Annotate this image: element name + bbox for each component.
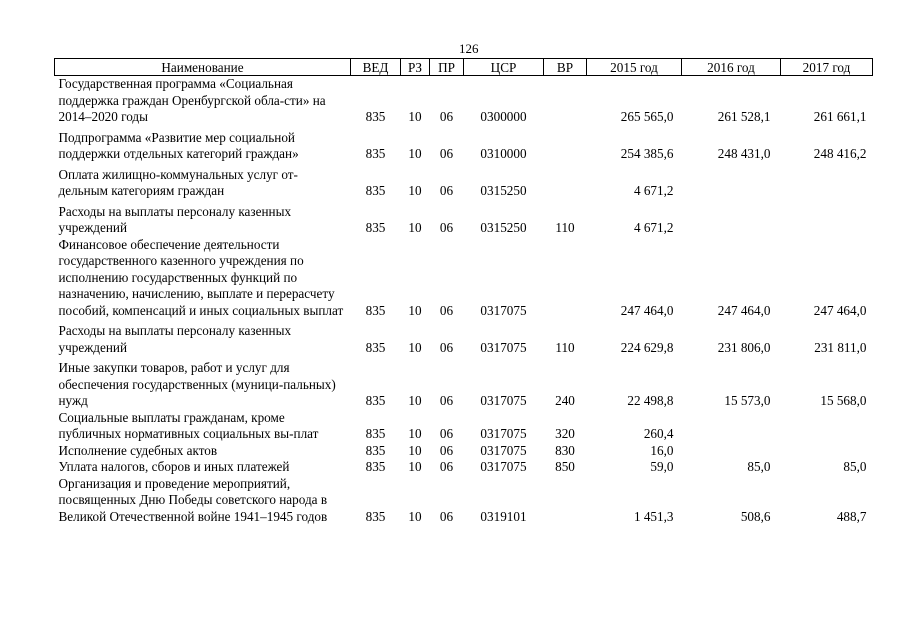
cell-name: Расходы на выплаты персоналу казенных учреждений (58, 323, 292, 355)
cell-csr: 0300000 (480, 109, 527, 124)
cell-name: Расходы на выплаты персоналу казенных учреждений (58, 203, 292, 235)
cell-name: Государственная программа «Социальная поддержка граждан Оренбургской обла-сти» на 2014–2020 годы (58, 76, 326, 124)
cell-amount-2016: 247 464,0 (717, 302, 771, 318)
cell-rz: 10 (408, 109, 422, 124)
table-header-row (55, 59, 873, 76)
cell-amount-2015: 22 498,8 (627, 393, 674, 408)
cell-amount-2015: 59,0 (650, 459, 674, 474)
cell-vr (544, 476, 587, 526)
cell-amount-2015: 247 464,0 (620, 302, 674, 318)
table-row (55, 130, 873, 167)
cell-name: Социальные выплаты гражданам, кроме публичных нормативных социальных вы-плат (58, 409, 319, 441)
cell-rz: 10 (408, 508, 422, 524)
cell-amount-2017: 261 661,1 (813, 109, 867, 124)
cell-name: Уплата налогов, сборов и иных платежей (58, 459, 290, 474)
cell-amount-2017 (781, 204, 873, 237)
cell-amount-2015: 224 629,8 (620, 339, 674, 355)
cell-ved: 835 (365, 220, 386, 235)
cell-rz: 10 (408, 302, 422, 318)
cell-pr: 06 (439, 183, 454, 198)
cell-amount-2015: 16,0 (650, 442, 674, 458)
cell-pr: 06 (439, 442, 454, 458)
cell-amount-2015: 4 671,2 (633, 183, 674, 198)
cell-pr: 06 (439, 146, 454, 161)
header-2016: 2016 год (682, 59, 781, 76)
cell-amount-2016: 508,6 (740, 508, 771, 524)
header-rz: РЗ (401, 59, 430, 76)
header-vr: ВР (544, 59, 587, 76)
cell-amount-2016 (682, 410, 781, 443)
table-body (55, 76, 873, 526)
table-row (55, 76, 873, 130)
cell-amount-2016 (682, 443, 781, 460)
cell-ved: 835 (365, 109, 386, 124)
cell-csr: 0319101 (480, 508, 527, 524)
cell-amount-2016: 261 528,1 (717, 109, 771, 124)
table-row (55, 476, 873, 526)
cell-vr (544, 237, 587, 324)
table-row (55, 237, 873, 324)
header-pr: ПР (430, 59, 464, 76)
cell-ved: 835 (365, 393, 386, 408)
cell-pr: 06 (439, 302, 454, 318)
cell-csr: 0315250 (480, 220, 527, 235)
cell-vr: 110 (555, 220, 575, 235)
cell-amount-2017 (781, 410, 873, 443)
cell-vr (544, 130, 587, 167)
cell-amount-2017: 85,0 (843, 459, 867, 474)
cell-csr: 0317075 (480, 426, 527, 441)
cell-ved: 835 (365, 183, 386, 198)
cell-pr: 06 (439, 109, 454, 124)
cell-csr: 0317075 (480, 339, 527, 355)
cell-amount-2017: 248 416,2 (813, 146, 867, 161)
cell-ved: 835 (365, 426, 386, 441)
cell-ved: 835 (365, 508, 386, 524)
cell-csr: 0317075 (480, 459, 527, 474)
cell-csr: 0317075 (480, 393, 527, 408)
header-2017: 2017 год (781, 59, 873, 76)
cell-ved: 835 (365, 146, 386, 161)
cell-name: Подпрограмма «Развитие мер социальной поддержки отдельных категорий граждан» (58, 129, 299, 161)
cell-rz: 10 (408, 393, 422, 408)
cell-name: Иные закупки товаров, работ и услуг для обеспечения государственных (муници-пальных) нужд (58, 360, 336, 408)
header-csr: ЦСР (464, 59, 544, 76)
cell-amount-2016: 248 431,0 (717, 146, 771, 161)
header-ved: ВЕД (351, 59, 401, 76)
cell-vr: 240 (555, 393, 575, 408)
cell-vr: 110 (555, 339, 575, 355)
cell-amount-2015: 1 451,3 (633, 508, 674, 524)
cell-pr: 06 (439, 393, 454, 408)
table-row (55, 167, 873, 204)
cell-amount-2017 (781, 167, 873, 204)
cell-amount-2016 (682, 167, 781, 204)
table-row (55, 459, 873, 476)
cell-pr: 06 (439, 508, 454, 524)
cell-amount-2016 (682, 204, 781, 237)
cell-amount-2015: 254 385,6 (620, 146, 674, 161)
cell-csr: 0315250 (480, 183, 527, 198)
table-row (55, 323, 873, 360)
cell-rz: 10 (408, 442, 422, 458)
cell-ved: 835 (365, 302, 386, 318)
cell-pr: 06 (439, 220, 454, 235)
cell-rz: 10 (408, 220, 422, 235)
page-number: 126 (459, 41, 479, 56)
cell-name: Оплата жилищно-коммунальных услуг от-дельным категориям граждан (58, 166, 298, 198)
cell-amount-2015: 260,4 (643, 426, 674, 441)
cell-vr: 850 (555, 459, 575, 474)
table-row (55, 204, 873, 237)
cell-amount-2017 (781, 443, 873, 460)
cell-name: Финансовое обеспечение деятельности государственного казенного учреждения по исполнению государственных функций по назначению, начислению, выплате и перерасчету пособий, компенсаций и иных социальных выплат (58, 236, 344, 318)
cell-ved: 835 (365, 459, 386, 474)
cell-amount-2016: 15 573,0 (724, 393, 771, 408)
cell-amount-2017: 247 464,0 (813, 302, 867, 318)
cell-pr: 06 (439, 339, 454, 355)
cell-amount-2017: 488,7 (836, 508, 867, 524)
cell-amount-2015: 265 565,0 (620, 109, 674, 124)
cell-rz: 10 (408, 183, 422, 198)
cell-name: Исполнение судебных актов (58, 442, 218, 458)
cell-csr: 0310000 (480, 146, 527, 161)
cell-amount-2015: 4 671,2 (633, 220, 674, 235)
cell-name: Организация и проведение мероприятий, посвященных Дню Победы советского народа в Великой Отечественной войне 1941–1945 годов (58, 475, 328, 524)
table-row (55, 360, 873, 410)
cell-pr: 06 (439, 459, 454, 474)
cell-pr: 06 (439, 426, 454, 441)
cell-vr (544, 76, 587, 130)
budget-table (54, 58, 873, 525)
cell-ved: 835 (365, 442, 386, 458)
table-row (55, 410, 873, 443)
cell-amount-2016: 231 806,0 (717, 339, 771, 355)
cell-amount-2017: 15 568,0 (820, 393, 867, 408)
cell-amount-2017: 231 811,0 (814, 339, 867, 355)
cell-vr (544, 167, 587, 204)
cell-csr: 0317075 (480, 302, 527, 318)
cell-csr: 0317075 (480, 442, 527, 458)
cell-rz: 10 (408, 146, 422, 161)
cell-rz: 10 (408, 426, 422, 441)
cell-ved: 835 (365, 339, 386, 355)
header-2015: 2015 год (587, 59, 682, 76)
cell-amount-2016: 85,0 (747, 459, 771, 474)
cell-vr: 830 (555, 442, 575, 458)
cell-rz: 10 (408, 339, 422, 355)
table-row (55, 443, 873, 460)
cell-vr: 320 (555, 426, 575, 441)
cell-rz: 10 (408, 459, 422, 474)
header-name: Наименование (55, 59, 351, 76)
